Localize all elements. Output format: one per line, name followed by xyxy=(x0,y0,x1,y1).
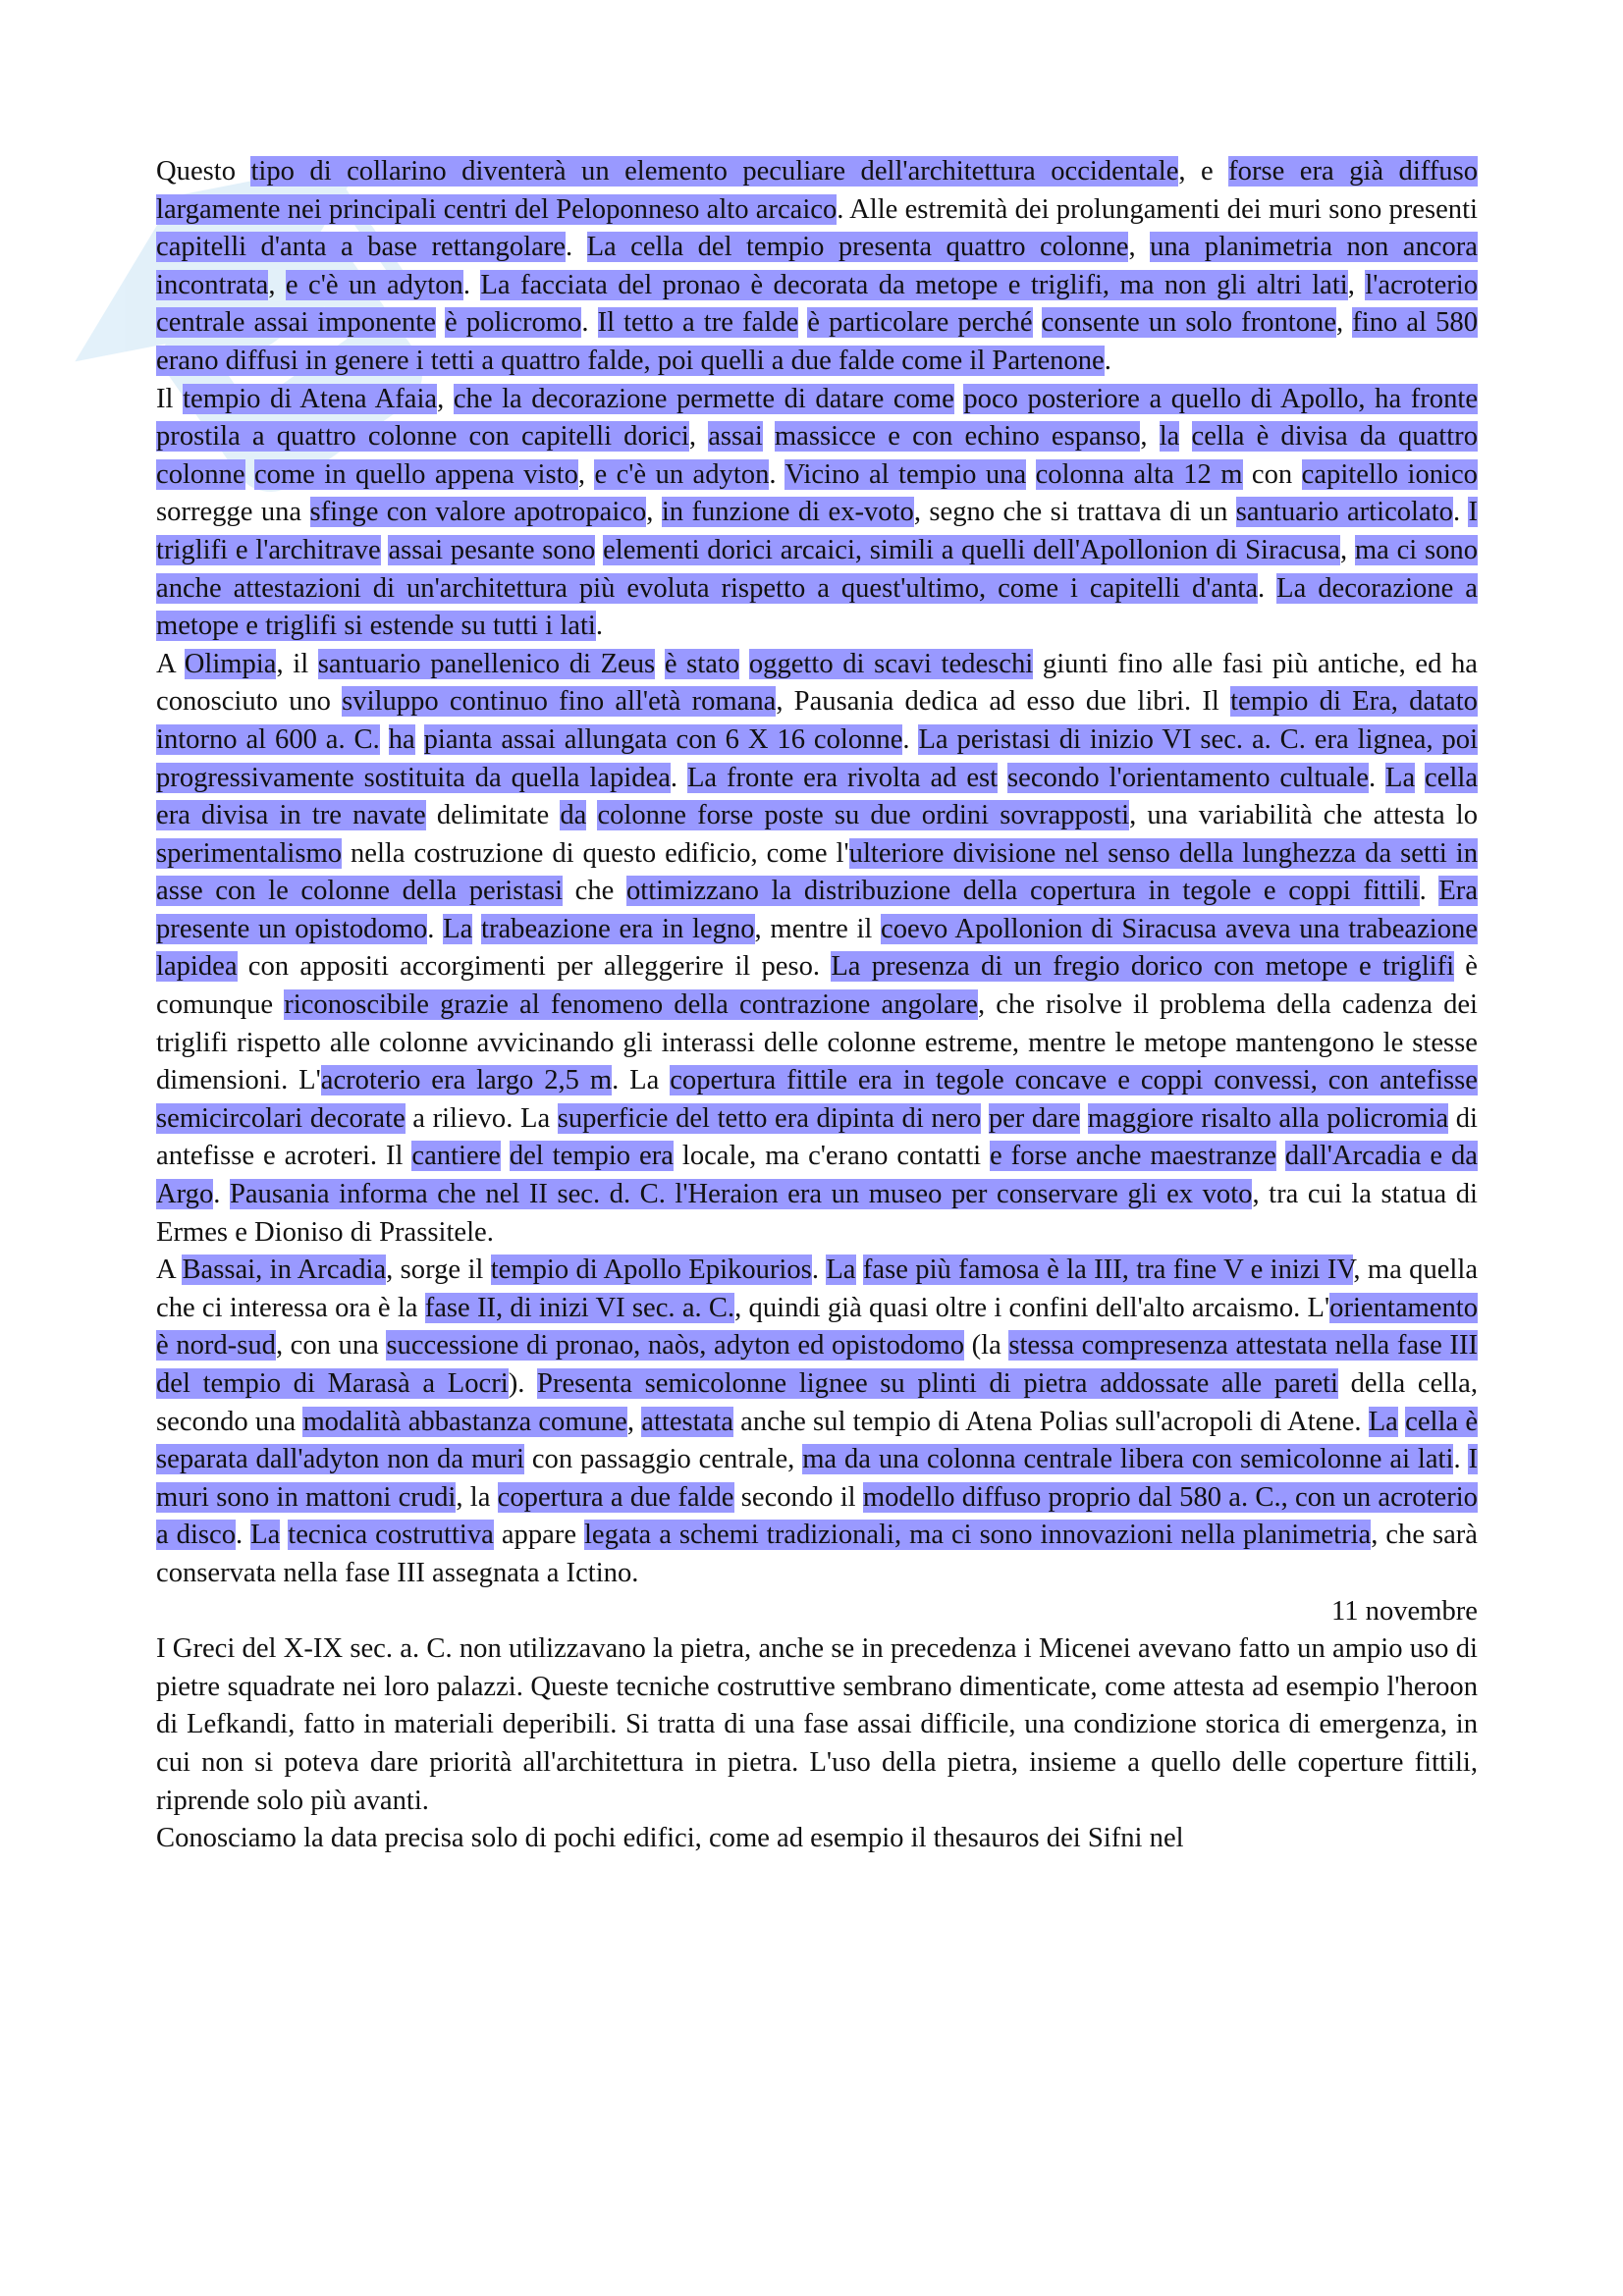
highlighted-text: è stato xyxy=(664,648,740,679)
text-segment xyxy=(655,649,665,679)
highlighted-text: assai pesante sono xyxy=(388,534,596,565)
text-segment: , xyxy=(1347,269,1366,300)
text-segment: A xyxy=(156,648,185,679)
text-segment: . xyxy=(1368,762,1385,793)
highlighted-text: è particolare perché xyxy=(807,307,1033,339)
highlighted-text: sperimentalismo xyxy=(156,837,343,869)
text-segment xyxy=(1179,421,1191,452)
text-segment: . xyxy=(581,307,598,339)
text-segment xyxy=(798,307,807,338)
highlighted-text: ottimizzano la distribuzione della copertura in tegole e coppi fittili xyxy=(626,876,1420,907)
text-segment: con passaggio centrale, xyxy=(523,1444,803,1475)
paragraph: I Greci del X-IX sec. a. C. non utilizzavano la pietra, anche se in precedenza i Micenei avevano fatto un ampio uso di pietre squadrate nei loro palazzi. Queste tecniche costruttive sembrano dimenticate, come attesta ad esempio l'heroon di Lefkandi, fatto in materiali deperibili. Si tratta di una fase assai difficile, una condizione storica di emergenza, in cui non si poteva dare priorità all'architettura in pietra. L'uso della pietra, insieme a quello delle coperture fittili, riprende solo più avanti. xyxy=(156,1633,1478,1816)
text-segment: . La xyxy=(612,1065,671,1096)
highlighted-text: colonne forse poste su due ordini sovrapposti xyxy=(597,800,1130,831)
text-segment: , xyxy=(577,458,595,490)
text-segment xyxy=(856,1255,863,1285)
text-segment xyxy=(1080,1103,1088,1134)
highlighted-text: santuario articolato xyxy=(1235,497,1453,528)
highlighted-text: riconoscibile grazie al fenomeno della contrazione angolare xyxy=(284,989,978,1021)
highlighted-text: copertura a due falde xyxy=(497,1481,734,1513)
highlighted-text: I xyxy=(1468,1444,1479,1475)
text-segment: , xyxy=(437,383,454,414)
highlighted-text: Presenta semicolonne lignee su plinti di pietra addossate alle pareti xyxy=(537,1368,1338,1399)
highlighted-text: fase II, di inizi VI sec. a. C. xyxy=(424,1292,735,1323)
text-segment xyxy=(954,384,964,414)
document-page xyxy=(156,153,1478,1858)
highlighted-text: e c'è un adyton xyxy=(594,458,770,490)
text-segment: , la xyxy=(456,1481,498,1513)
text-segment xyxy=(763,421,775,452)
highlighted-text: Pausania informa che nel II sec. d. C. l'Heraion era un museo per conservare gli ex voto xyxy=(229,1179,1253,1210)
text-segment: A xyxy=(156,1255,183,1286)
text-segment: , una variabilità che attesta lo xyxy=(1129,800,1478,831)
text-segment: ). xyxy=(508,1368,538,1399)
highlighted-text: Il tetto a tre falde xyxy=(597,307,799,339)
text-segment: . xyxy=(595,611,604,642)
highlighted-text: tempio di Apollo Epikourios xyxy=(490,1255,812,1286)
highlighted-text: Bassai, in Arcadia xyxy=(182,1255,387,1286)
highlighted-text: è policromo xyxy=(445,307,582,339)
text-segment xyxy=(472,914,481,944)
highlighted-text: capitelli d'anta a base rettangolare xyxy=(156,232,566,263)
highlighted-text: La peristasi di inizio VI sec. a. C. era lignea, poi progressivamente sostituita da quella lapidea xyxy=(156,723,1479,793)
highlighted-text: Vicino al tempio una xyxy=(784,458,1027,490)
highlighted-text: La facciata del pronao è decorata da metope e triglifi, ma non gli altri lati xyxy=(480,269,1348,300)
highlighted-text: e forse anche maestranze xyxy=(990,1141,1276,1172)
highlighted-text: santuario panellenico di Zeus xyxy=(317,648,656,679)
text-segment: . xyxy=(811,1255,827,1286)
highlighted-text: presente un opistodomo xyxy=(156,913,428,944)
highlighted-text: maggiore risalto alla policromia xyxy=(1087,1102,1449,1134)
text-segment: con appositi accorgimenti per alleggerire il peso. xyxy=(237,951,832,983)
text-segment: , tra cui la statua di Ermes e Dioniso di Prassitele. xyxy=(156,1179,1478,1248)
highlighted-text: l'acroterio centrale assai imponente xyxy=(156,269,1479,339)
highlighted-text: trabeazione era in legno xyxy=(481,913,755,944)
highlighted-text: assai xyxy=(708,421,763,453)
text-segment: con xyxy=(1242,458,1302,490)
text-segment: . xyxy=(1354,1406,1369,1437)
text-segment: . xyxy=(1452,497,1469,528)
highlighted-text: la xyxy=(1159,421,1180,453)
text-segment xyxy=(586,800,597,830)
highlighted-text: oggetto di scavi tedeschi xyxy=(748,648,1034,679)
highlighted-text: tipo di collarino diventerà un elemento peculiare dell'architettura occidentale xyxy=(250,156,1179,187)
highlighted-text: da xyxy=(560,800,587,831)
text-segment: . xyxy=(1258,572,1277,604)
highlighted-text: sfinge con valore apotropaico xyxy=(309,497,647,528)
highlighted-text: successione di pronao, naòs, adyton ed opistodomo xyxy=(386,1330,965,1362)
text-segment: . xyxy=(1453,1444,1469,1475)
highlighted-text: I triglifi e l'architrave xyxy=(156,497,1479,565)
text-segment: , xyxy=(268,269,286,300)
highlighted-text: una planimetria non ancora incontrata xyxy=(156,232,1478,300)
text-segment: , il xyxy=(276,648,318,679)
text-segment: , xyxy=(1128,232,1151,263)
highlighted-text: orientamento è nord-sud xyxy=(156,1292,1478,1362)
text-segment: , Pausania dedica ad esso due libri. Il xyxy=(776,686,1231,718)
text-segment: , mentre il xyxy=(754,913,882,944)
text-segment: , segno che si trattava di un xyxy=(913,497,1236,528)
text-segment: . xyxy=(670,762,687,793)
text-segment xyxy=(415,724,424,755)
highlighted-text: per dare xyxy=(988,1102,1081,1134)
highlighted-text: Olimpia xyxy=(184,648,277,679)
highlighted-text: modalità abbastanza comune xyxy=(302,1406,627,1437)
text-segment: , con una xyxy=(275,1330,387,1362)
highlighted-text: che la decorazione permette di datare come xyxy=(453,383,954,414)
highlighted-text: dall'Arcadia e da Argo xyxy=(156,1141,1478,1210)
text-segment: locale, ma c'erano contatti xyxy=(673,1141,991,1172)
text-segment xyxy=(739,649,749,679)
highlighted-text: tempio di Era, datato intorno al 600 a. C. xyxy=(156,686,1478,755)
highlighted-text: attestata xyxy=(641,1406,733,1437)
paragraph xyxy=(156,381,1478,646)
highlighted-text: sviluppo continuo fino all'età romana xyxy=(342,686,777,718)
highlighted-text: superficie del tetto era dipinta di nero xyxy=(557,1102,982,1134)
text-segment: , xyxy=(646,497,662,528)
text-segment: (la xyxy=(964,1330,1009,1362)
highlighted-text: consente un solo frontone xyxy=(1041,307,1337,339)
text-segment: nella costruzione di questo edificio, come l' xyxy=(342,837,849,869)
text-segment: . xyxy=(565,232,587,263)
highlighted-text: ma da una colonna centrale libera con semicolonne ai lati xyxy=(802,1444,1454,1475)
highlighted-text: acroterio era largo 2,5 m xyxy=(320,1065,613,1096)
text-segment: Questo xyxy=(156,156,251,187)
text-segment: . xyxy=(769,458,785,490)
highlighted-text: fase più famosa è la III, tra fine V e inizi IV xyxy=(862,1255,1354,1286)
highlighted-text: La xyxy=(826,1255,856,1286)
text-segment: , ma quella che ci interessa ora è la xyxy=(156,1255,1479,1323)
highlighted-text: colonna alta 12 m xyxy=(1035,458,1243,490)
highlighted-text: tempio di Atena Afaia xyxy=(183,383,438,414)
date-heading: 11 novembre xyxy=(1330,1595,1478,1627)
text-segment xyxy=(380,724,389,755)
text-segment: sorregge una xyxy=(156,497,310,528)
highlighted-text: muri sono in mattoni crudi xyxy=(156,1481,457,1513)
text-segment: . xyxy=(427,913,444,944)
paragraph: Conosciamo la data precisa solo di pochi edifici, come ad esempio il thesauros dei Sifni nel xyxy=(156,1823,1184,1854)
highlighted-text: cella è divisa da quattro colonne xyxy=(156,421,1478,490)
highlighted-text: modello diffuso proprio dal 580 a. C., con un acroterio a disco xyxy=(156,1481,1478,1551)
highlighted-text: fino al 580 erano diffusi in genere i tetti a quattro falde, poi quelli a due falde come il Partenone xyxy=(156,307,1479,376)
paragraph xyxy=(156,646,1478,1253)
text-segment: , xyxy=(626,1406,642,1437)
paragraph xyxy=(156,1252,1478,1592)
text-segment: . xyxy=(236,1520,251,1551)
highlighted-text: legata a schemi tradizionali, ma ci sono innovazioni nella planimetria xyxy=(583,1520,1372,1551)
highlighted-text: poco posteriore a quello di Apollo, ha fronte prostila a quattro colonne con capitelli dorici xyxy=(156,383,1479,453)
text-segment: , xyxy=(1339,534,1355,565)
text-segment: . xyxy=(462,269,481,300)
highlighted-text: elementi dorici arcaici, simili a quelli dell'Apollonion di Siracusa xyxy=(603,534,1340,565)
highlighted-text: tecnica costruttiva xyxy=(288,1520,494,1551)
text-segment: di antefisse e acroteri. Il xyxy=(156,1102,1478,1172)
text-segment: giunti fino alle fasi più antiche, ed ha conosciuto uno xyxy=(156,648,1479,718)
text-segment: della cella, secondo una xyxy=(156,1368,1478,1437)
text-segment: appare xyxy=(493,1520,584,1551)
text-segment: . xyxy=(902,723,919,755)
text-segment: , xyxy=(688,421,709,453)
highlighted-text: copertura fittile era in tegole concave e coppi convessi, con antefisse semicircolari decorate xyxy=(156,1065,1478,1134)
text-segment xyxy=(595,535,603,565)
highlighted-text: ma ci sono anche attestazioni di un'architettura più evoluta rispetto a quest'ultimo, come i capitelli d'anta xyxy=(156,534,1478,604)
text-segment xyxy=(245,459,254,490)
text-segment: è comunque xyxy=(156,951,1479,1021)
text-segment: , che sarà conservata nella fase III assegnata a Ictino. xyxy=(156,1520,1479,1588)
text-segment: Il xyxy=(156,383,184,414)
highlighted-text: La xyxy=(1368,1406,1398,1437)
highlighted-text: ha xyxy=(388,723,415,755)
highlighted-text: Era xyxy=(1438,876,1479,907)
text-segment xyxy=(1026,459,1035,490)
text-segment: , che risolve il problema della cadenza dei triglifi rispetto alle colonne avvicinando gli interassi delle colonne estreme, mentre le metope mantengono le stesse dimensioni. L' xyxy=(156,989,1479,1096)
text-segment: , sorge il xyxy=(386,1255,491,1286)
paragraph xyxy=(156,153,1478,381)
text-segment: , xyxy=(1336,307,1353,339)
text-segment: , quindi già quasi oltre i confini dell'alto arcaismo. L' xyxy=(734,1292,1330,1323)
text-segment xyxy=(436,307,445,338)
highlighted-text: e c'è un adyton xyxy=(285,269,463,300)
highlighted-text: La xyxy=(250,1520,281,1551)
text-segment: anche sul tempio di Atena Polias sull'acropoli di Atene xyxy=(732,1406,1355,1437)
highlighted-text: pianta assai allungata con 6 X 16 colonne xyxy=(423,723,903,755)
highlighted-text: La cella del tempio presenta quattro colonne xyxy=(586,232,1129,263)
highlighted-text: La fronte era rivolta ad est xyxy=(686,762,999,793)
highlighted-text: ulteriore divisione nel senso della lunghezza da setti in asse con le colonne della peristasi xyxy=(156,837,1478,907)
highlighted-text: forse era già diffuso largamente nei principali centri del Peloponneso alto arcaico xyxy=(156,156,1479,225)
highlighted-text: cantiere xyxy=(411,1141,501,1172)
highlighted-text: secondo l' xyxy=(1007,762,1122,793)
text-segment: . xyxy=(1419,876,1439,907)
highlighted-text: come in quello appena visto xyxy=(253,458,578,490)
highlighted-text: orientamento cultuale xyxy=(1121,762,1369,793)
highlighted-text: La presenza di un fregio dorico con metope e triglifi xyxy=(831,951,1455,983)
text-segment xyxy=(998,763,1007,793)
text-segment: a rilievo. La xyxy=(405,1102,558,1134)
text-segment xyxy=(1415,763,1425,793)
text-segment: , xyxy=(1140,421,1160,453)
text-segment xyxy=(1276,1141,1285,1171)
highlighted-text: capitello ionico xyxy=(1301,458,1478,490)
highlighted-text: cella è separata dall'adyton non da muri xyxy=(156,1406,1479,1475)
highlighted-text: cella era divisa in tre navate xyxy=(156,762,1479,831)
text-segment: delimitate xyxy=(425,800,561,831)
highlighted-text: del tempio era xyxy=(509,1141,674,1172)
text-segment: . xyxy=(1104,345,1111,376)
text-segment: . Alle estremità dei prolungamenti dei muri sono presenti xyxy=(837,193,1478,225)
text-segment: . xyxy=(213,1179,230,1210)
text-segment: che xyxy=(563,876,626,907)
highlighted-text: La xyxy=(1384,762,1416,793)
highlighted-text: La decorazione a metope e triglifi si estende su tutti i lati xyxy=(156,572,1478,642)
highlighted-text: massicce e con echino espanso xyxy=(774,421,1141,453)
highlighted-text: stessa compresenza attestata nella fase III del tempio di Marasà a Locri xyxy=(156,1330,1479,1399)
text-segment: , e xyxy=(1178,156,1229,187)
highlighted-text: coevo Apollonion di Siracusa aveva una trabeazione lapidea xyxy=(156,913,1478,983)
text-segment: secondo il xyxy=(733,1481,863,1513)
text-segment xyxy=(1033,307,1042,338)
highlighted-text: La xyxy=(443,913,473,944)
text-segment xyxy=(981,1103,989,1134)
highlighted-text: in funzione di ex-voto xyxy=(661,497,914,528)
text-segment xyxy=(501,1141,510,1171)
